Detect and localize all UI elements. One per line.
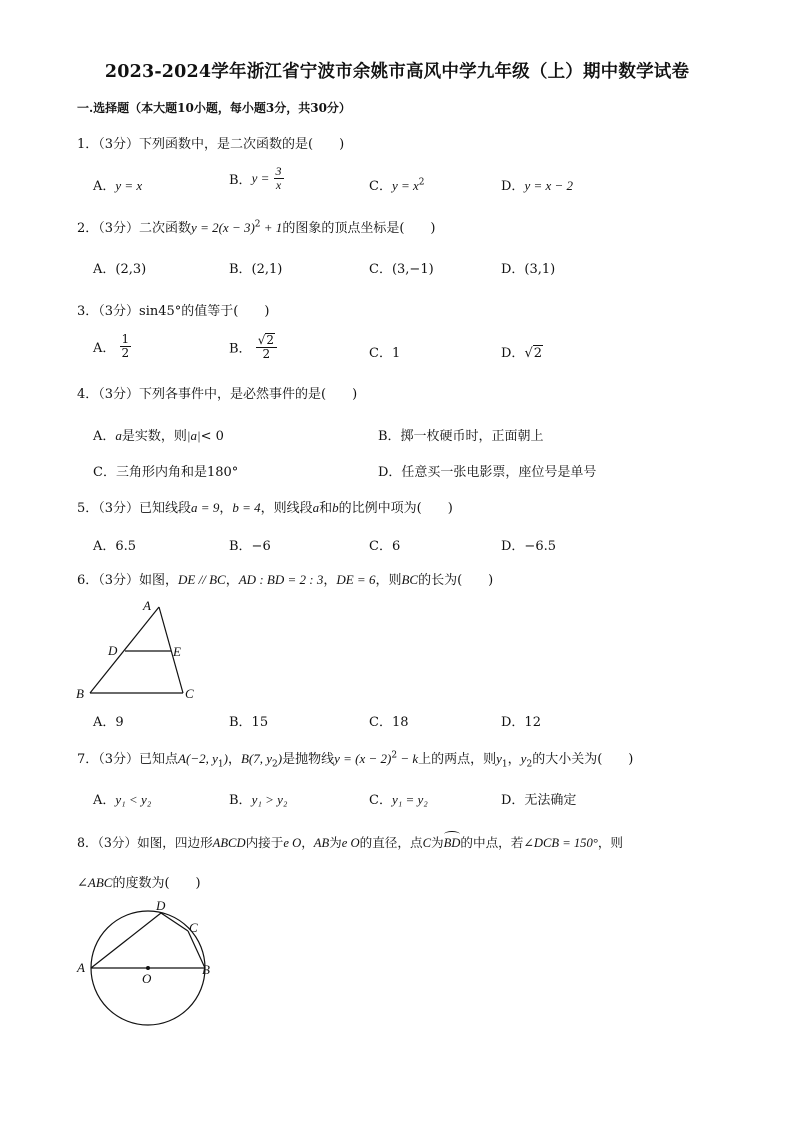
q1-option-b[interactable]: B．y = $\frac{3}{x}$ <box>229 164 282 192</box>
q6-option-d[interactable]: D．12 <box>501 715 541 730</box>
q5-option-c[interactable]: C．6 <box>369 539 401 554</box>
label-c: C <box>189 920 198 935</box>
q4-option-c[interactable]: C．三角形内角和是180° <box>93 465 239 480</box>
q1-option-d[interactable]: D．y = x − 2 <box>501 178 574 194</box>
q2-option-c[interactable]: C．(3,−1) <box>369 262 434 277</box>
question-1-stem: 1．（3分）下列函数中，是二次函数的是( ) <box>77 137 345 152</box>
exam-title: 2023-2024学年浙江省宁波市余姚市高风中学九年级（上）期中数学试卷 <box>104 62 690 82</box>
q2-option-d[interactable]: D．(3,1) <box>501 262 556 277</box>
q7-option-b[interactable]: B．y₁ > y₂ <box>229 792 288 808</box>
q2-option-b[interactable]: B．(2,1) <box>229 262 283 277</box>
q5-option-d[interactable]: D．−6.5 <box>501 539 556 554</box>
center-dot <box>146 966 150 970</box>
circle-figure <box>72 895 222 1030</box>
q3-option-d[interactable]: D．√2 <box>501 346 543 361</box>
question-6-stem: 6．（3分）如图，DE // BC，AD : BD = 2 : 3，DE = 6，则BC的长为( ) <box>77 572 494 588</box>
q5-option-b[interactable]: B．−6 <box>229 539 271 554</box>
q2-option-a[interactable]: A．(2,3) <box>93 262 147 277</box>
side-ab <box>90 607 159 693</box>
question-8-stem-line2: ∠ABC的度数为( ) <box>77 875 201 891</box>
question-5-stem: 5．（3分）已知线段a = 9，b = 4，则线段a和b的比例中项为( ) <box>77 500 453 516</box>
question-7-stem: 7．（3分）已知点A(−2, $y_1$)，B(7, $y_2$)是抛物线$y = (x - 2)^2 - k$上的两点，则$y_1$，$y_2$的大小关为( ) <box>77 750 634 770</box>
q3-option-a[interactable]: A． $\frac{1}{2}$ <box>93 332 130 360</box>
q6-option-b[interactable]: B．15 <box>229 715 269 730</box>
q4-option-d[interactable]: D．任意买一张电影票，座位号是单号 <box>378 465 597 480</box>
q6-option-c[interactable]: C．18 <box>369 715 409 730</box>
q5-option-a[interactable]: A．6.5 <box>93 539 137 554</box>
chord-dc <box>161 913 188 931</box>
question-2-stem: 2．（3分）二次函数$y = 2(x - 3)^2 + 1$的图象的顶点坐标是( ) <box>77 219 436 236</box>
q4-option-a[interactable]: A．a是实数，则|a|< 0 <box>93 428 224 444</box>
label-b: B <box>202 962 210 977</box>
arc-bd: BD <box>444 836 461 851</box>
triangle-figure <box>70 595 210 705</box>
question-3-stem: 3．（3分）sin45°的值等于( ) <box>77 304 270 319</box>
label-e: E <box>173 644 181 659</box>
q1-option-a[interactable]: A．y = x <box>93 178 143 194</box>
label-d: D <box>108 643 118 658</box>
q7-option-d[interactable]: D．无法确定 <box>501 793 577 808</box>
label-d: D <box>156 898 166 913</box>
q1-option-c[interactable]: C．$y = x^2$ <box>369 177 425 194</box>
q7-option-a[interactable]: A．y₁ < y₂ <box>93 792 152 808</box>
q3-option-b[interactable]: B． $\frac{√2}{2}$ <box>229 333 277 361</box>
q3-option-c[interactable]: C．1 <box>369 346 401 361</box>
question-8-stem-line1: 8．（3分）如图，四边形ABCD内接于e O，AB为e O的直径，点C为 BD的中点，若∠DCB = 150°，则 <box>77 832 623 851</box>
label-a: A <box>143 598 151 613</box>
label-a: A <box>77 960 85 975</box>
q4-option-b[interactable]: B．掷一枚硬币时，正面朝上 <box>378 429 544 444</box>
section-heading: 一.选择题（本大题10小题，每小题3分，共30分） <box>77 101 351 115</box>
label-o: O <box>142 971 152 986</box>
label-b: B <box>76 686 84 701</box>
chord-ad <box>91 913 161 968</box>
q6-option-a[interactable]: A．9 <box>93 715 124 730</box>
q7-option-c[interactable]: C．y₁ = y₂ <box>369 792 428 808</box>
question-4-stem: 4．（3分）下列各事件中，是必然事件的是( ) <box>77 387 358 402</box>
label-c: C <box>185 686 194 701</box>
